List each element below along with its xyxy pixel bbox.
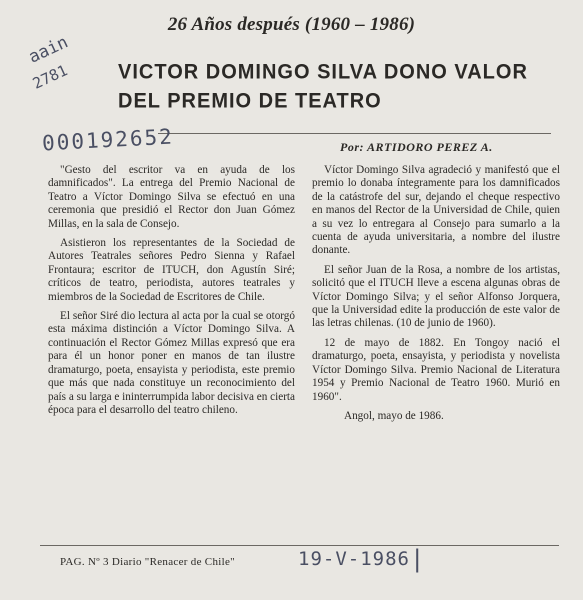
headline: [118, 58, 528, 116]
signoff: Angol, mayo de 1986.: [344, 409, 444, 422]
archive-handwritten-note: [22, 32, 100, 98]
archive-note-line1: aain: [25, 32, 72, 68]
paragraph: El señor Siré dio lectura al acta por la cual se otorgó esta máxima distinción a Víctor Domingo Silva. A continuación el Rector Gómez Millas expresó que era para él un honor poner en manos de tan ilustre dramaturgo, poeta, ensayista y periodista, este premio que más que nada constituye un reconocimiento del país a su larga e ininterrumpida labor decisiva en cierta época para el desarrollo del teatro chileno.: [48, 310, 295, 416]
headline-line1: VICTOR DOMINGO SILVA DONO VALOR: [118, 60, 528, 84]
kicker-heading: 26 Años después (1960 – 1986): [167, 14, 416, 35]
paragraph: Asistieron los representantes de la Sociedad de Autores Teatrales señores Pedro Sienna y Rafael Frontaura; escritor de ITUCH, don Agustín Siré; críticos de teatro, periodista, autores teatrales y miembros de la Sociedad de Escritores de Chile.: [48, 237, 295, 303]
left-column: [48, 164, 295, 423]
right-column: [312, 164, 560, 429]
footer-divider: [40, 545, 559, 546]
archive-note-line2: 2781: [29, 61, 71, 93]
footer-source: PAG. Nº 3 Diario "Renacer de Chile": [60, 556, 235, 568]
byline: Por: ARTIDORO PEREZ A.: [340, 140, 493, 154]
paragraph: "Gesto del escritor va en ayuda de los damnificados". La entrega del Premio Nacional de Teatro a Víctor Domingo Silva se efectuó en una ceremonia que presidió el Rector don Juan Gómez Millas, en la sala de Consejo.: [48, 164, 295, 230]
headline-line2: DEL PREMIO DE TEATRO: [118, 89, 382, 114]
handwritten-mark: |: [410, 545, 425, 573]
handwritten-date: 19-V-1986: [298, 548, 410, 570]
paragraph: El señor Juan de la Rosa, a nombre de los artistas, solicitó que el ITUCH lleve a escena algunas obras de Víctor Domingo Silva; y el señor Alfonso Jorquera, que la Universidad edite la producción de este valor de las letras chilenas. (10 de junio de 1960).: [312, 263, 560, 330]
paragraph: 12 de mayo de 1882. En Tongoy nació el dramaturgo, poeta, ensayista, y periodista y novelista Víctor Domingo Silva. Premio Nacional de Literatura 1954 y Premio Nacional de Teatro 1960. Murió en 1960".: [312, 336, 560, 403]
catalog-number: 000192652: [41, 124, 175, 156]
header-divider: [158, 133, 551, 134]
paragraph: Víctor Domingo Silva agradeció y manifestó que el premio lo donaba íntegramente para los damnificados de la catástrofe del sur, dejando el cheque respectivo en manos del Rector de la Universidad de Chile, quien a su vez lo entregara al Consejo para sumarlo a la cuenta de ayuda universitaria, a nombre del ilustre donante.: [312, 164, 560, 257]
